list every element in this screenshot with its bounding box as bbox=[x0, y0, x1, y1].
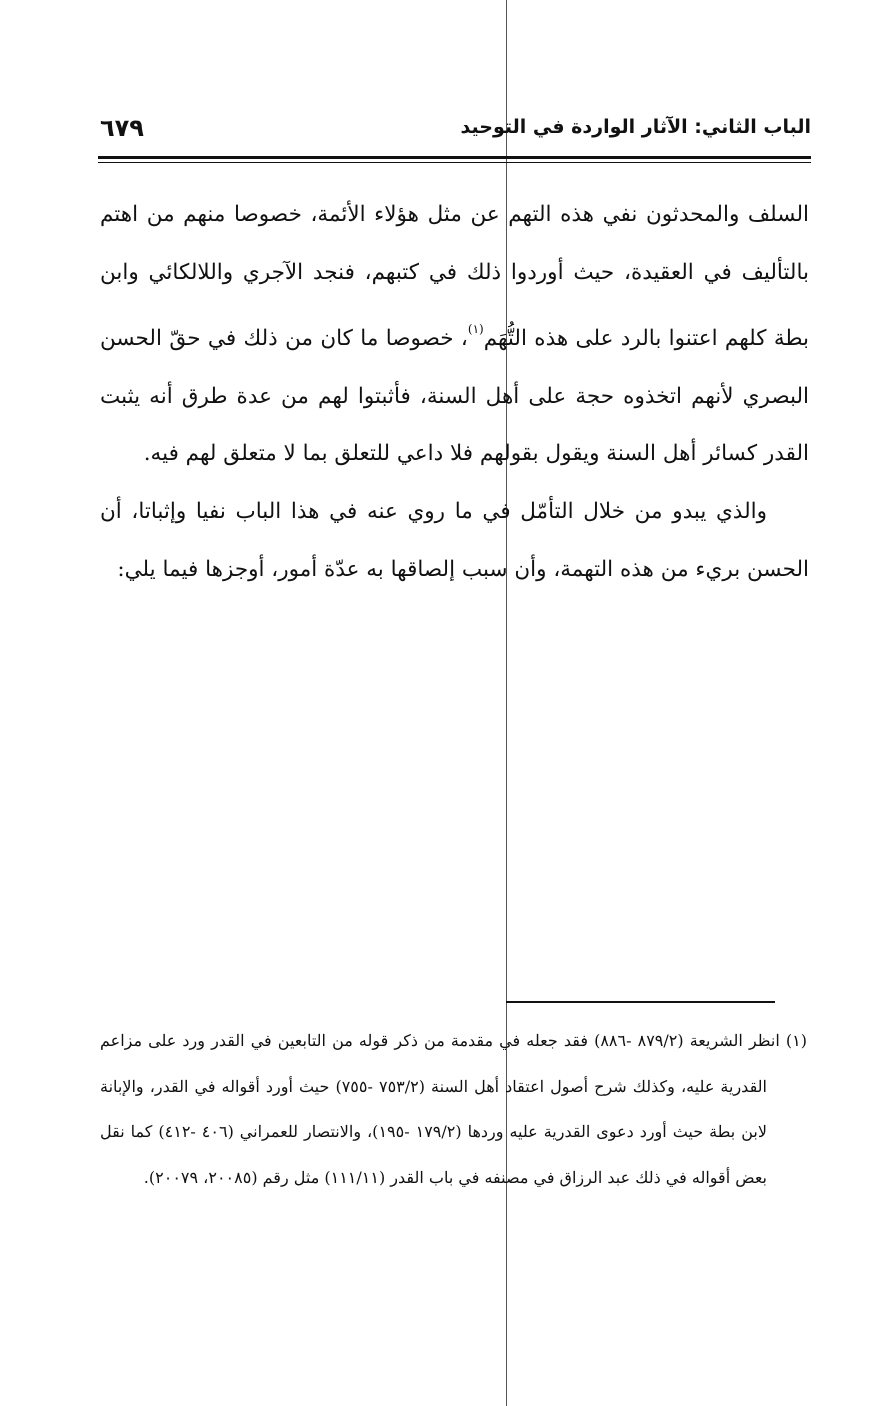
paragraph-2: والذي يبدو من خلال التأمّل في ما روي عنه في هذا الباب نفيا وإثباتا، أن الحسن بريء من هذه التهمة، وأن سبب إلصاقها به عدّة أمور، أوجزها فيما يلي: bbox=[100, 498, 809, 582]
footnote-1: (١) انظر الشريعة (٨٧٩/٢ -٨٨٦) فقد جعله في مقدمة من ذكر قوله من التابعين في القدر ورد على مزاعم القدرية عليه، وكذلك شرح أصول اعتقاد أهل السنة (٧٥٣/٢ -٧٥٥) حيث أورد أقواله في القدر، والإبانة لابن بطة حيث أورد دعوى القدرية عليه وردها (١٧٩/٢ -١٩٥)، والانتصار للعمراني (٤٠٦ -٤١٢) كما نقل بعض أقواله في ذلك عبد الرزاق في مصنفه في باب القدر (١١١/١١) مثل رقم (٢٠٠٨٥، ٢٠٠٧٩). bbox=[100, 1031, 807, 1187]
main-text bbox=[100, 186, 809, 598]
running-title: الباب الثاني: الآثار الواردة في التوحيد bbox=[460, 116, 811, 138]
header-rule-thick bbox=[98, 156, 811, 159]
footnote-reference[interactable]: (١) bbox=[467, 322, 484, 337]
footnotes bbox=[100, 1018, 807, 1200]
footnote-separator bbox=[506, 1001, 775, 1003]
header-rule-thin bbox=[98, 162, 811, 163]
paragraph-1-text: السلف والمحدثون نفي هذه التهم عن مثل هؤلاء الأئمة، خصوصا منهم من اهتم بالتأليف في العقيدة، حيث أوردوا ذلك في كتبهم، فنجد الآجري واللالكائي وابن بطة كلهم اعتنوا بالرد على هذه التُّهَم bbox=[100, 202, 809, 352]
page-header bbox=[98, 112, 811, 152]
page-number: ٦٧٩ bbox=[100, 114, 144, 142]
paragraph-1-continuation: ، خصوصا ما كان من ذلك في حقّ الحسن البصري لأنهم اتخذوه حجة على أهل السنة، فأثبتوا لهم من عدة طرق أنه يثبت القدر كسائر أهل السنة ويقول بقولهم فلا داعي للتعلق بما لا متعلق لهم فيه. bbox=[100, 326, 809, 467]
paragraph-1 bbox=[100, 186, 809, 483]
